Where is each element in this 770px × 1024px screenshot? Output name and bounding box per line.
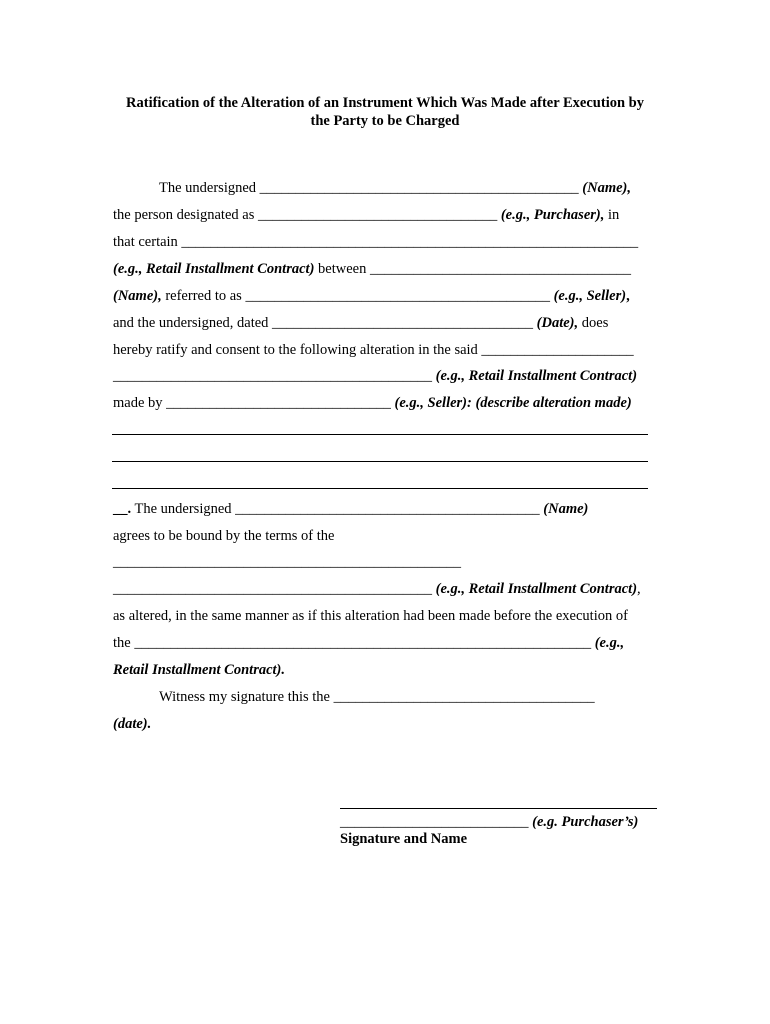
p1-line-5-text: referred to as __________________________________________ (161, 288, 554, 304)
p1-line-6 (113, 314, 608, 332)
signature-line (340, 808, 657, 809)
p2-line-2-text: agrees to be bound by the terms of the (113, 528, 335, 544)
p1-line-2-tail: in (604, 207, 620, 223)
p1-line-5-tail: , (626, 288, 630, 304)
p1-line-3-text: that certain _______________________________________________________________ (113, 234, 639, 250)
witness-line-1-text: Witness my signature this the ____________________________________ (159, 689, 595, 705)
p2-line-4 (113, 580, 641, 598)
witness-line-1 (159, 688, 595, 706)
signature-line-2 (340, 813, 638, 831)
contract-placeholder-4: Retail Installment Contract). (113, 662, 286, 678)
p1-line-9 (113, 394, 632, 412)
contract-placeholder: (e.g., Retail Installment Contract) (113, 261, 315, 277)
describe-alteration-label: : (describe alteration made) (467, 395, 632, 411)
seller-placeholder-2: (e.g., Seller) (394, 395, 468, 411)
date-placeholder-2: (date). (113, 716, 152, 732)
alteration-blank-line-2 (112, 461, 648, 462)
p2-line-5-text: as altered, in the same manner as if this alteration had been made before the execution of (113, 608, 628, 624)
p1-line-9-text: made by _______________________________ (113, 395, 395, 411)
purchaser-placeholder: (e.g., Purchaser), (500, 207, 605, 223)
eg-placeholder: (e.g., (594, 635, 625, 651)
seller-placeholder: (e.g., Seller) (553, 288, 627, 304)
p2-line-3-text: ________________________________________________ (113, 554, 461, 570)
signature-caption (340, 830, 467, 848)
p2-line-7 (113, 661, 285, 679)
p1-line-1-text: The undersigned ____________________________________________ (159, 180, 583, 196)
date-placeholder: (Date), (536, 315, 579, 331)
signature-line-2-text: __________________________ (340, 814, 533, 830)
p2-line-4-text: ____________________________________________ (113, 581, 436, 597)
p2-line-6 (113, 634, 624, 652)
p1-line-4 (113, 260, 631, 278)
p2-line-2 (113, 527, 334, 545)
p2-line-6-text: the _______________________________________________________________ (113, 635, 595, 651)
contract-placeholder-3: (e.g., Retail Installment Contract) (435, 581, 638, 597)
p1-line-8-text: ____________________________________________ (113, 368, 436, 384)
signature-caption-text: Signature and Name (340, 831, 468, 847)
p1-line-6-tail: does (578, 315, 609, 331)
p1-line-3 (113, 233, 638, 251)
title-line-2: the Party to be Charged (310, 113, 460, 129)
p1-line-5 (113, 287, 630, 305)
contract-placeholder-2: (e.g., Retail Installment Contract) (435, 368, 638, 384)
name-placeholder-2: (Name), (113, 288, 162, 304)
title-line-1: Ratification of the Alteration of an Instrument Which Was Made after Execution by (126, 95, 644, 111)
p1-line-7-text: hereby ratify and consent to the following alteration in the said _____________________ (113, 342, 634, 358)
p2-line-5 (113, 607, 628, 625)
p1-line-4-text: between ____________________________________ (314, 261, 631, 277)
p1-line-8 (113, 367, 637, 385)
p1-line-2-text: the person designated as _________________________________ (113, 207, 501, 223)
alteration-blank-line-3 (112, 488, 648, 489)
p2-line-3 (113, 553, 461, 571)
alteration-blank-line-1 (112, 434, 648, 435)
purchaser-placeholder-2: (e.g. Purchaser’s) (532, 814, 639, 830)
witness-line-2 (113, 715, 151, 733)
name-placeholder-3: (Name) (543, 501, 589, 517)
p1-line-2 (113, 206, 619, 224)
paragraph-number-blank: __. (113, 501, 132, 517)
p2-line-1 (113, 500, 588, 518)
p1-line-1 (159, 179, 631, 197)
p2-line-1-text: The undersigned __________________________________________ (131, 501, 544, 517)
p2-line-4-tail: , (637, 581, 641, 597)
document-title (100, 94, 670, 130)
p1-line-7 (113, 341, 634, 359)
p1-line-6-text: and the undersigned, dated ____________________________________ (113, 315, 537, 331)
name-placeholder: (Name), (582, 180, 632, 196)
